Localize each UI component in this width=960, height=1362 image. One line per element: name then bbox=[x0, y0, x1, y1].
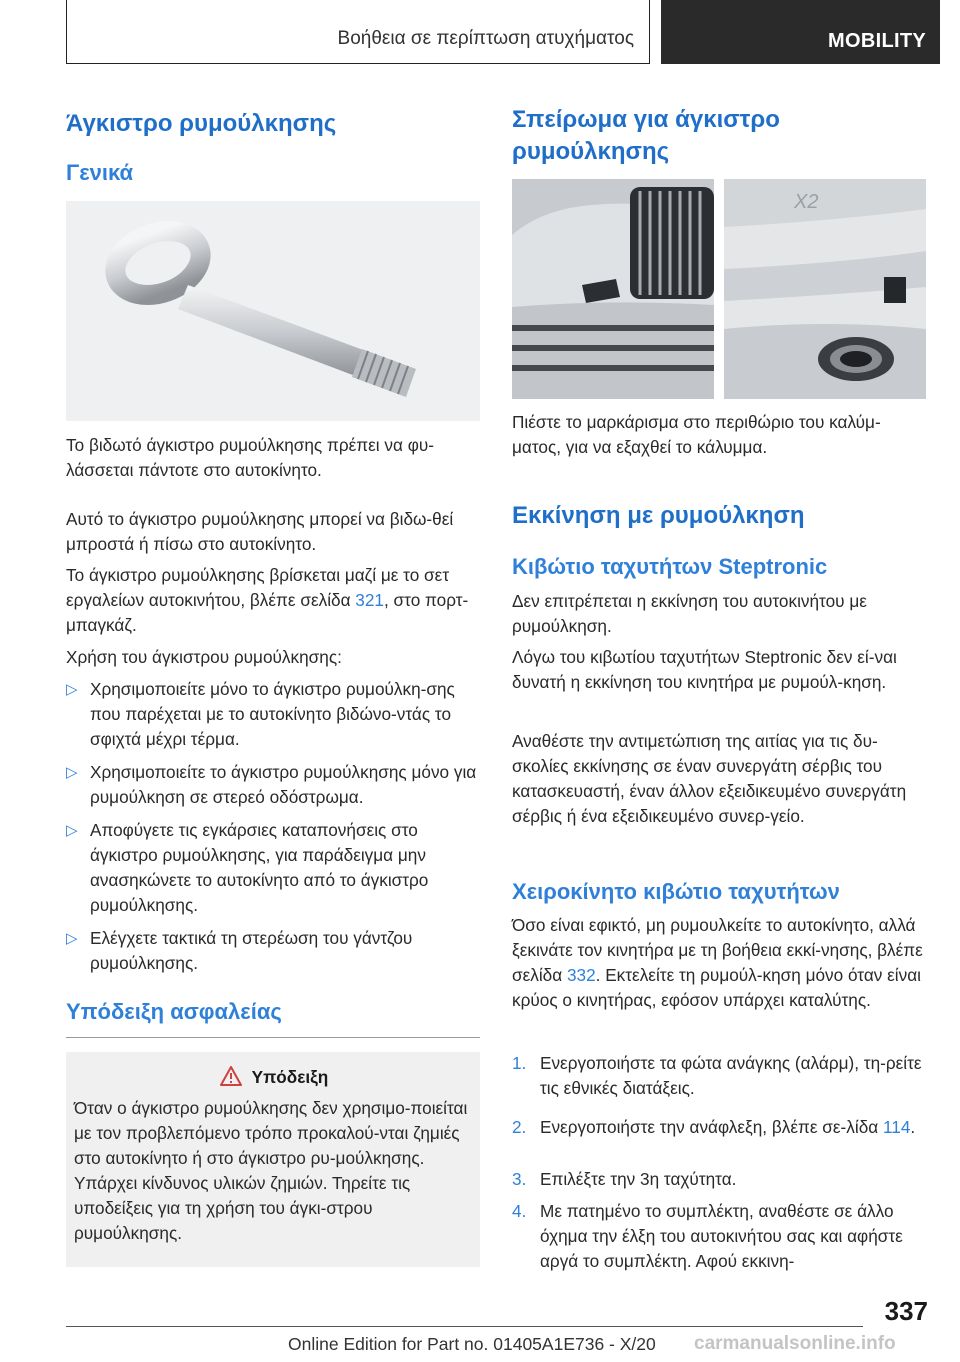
step-number: 3. bbox=[512, 1169, 527, 1189]
section-title: Βοήθεια σε περίπτωση ατυχήματος bbox=[337, 28, 634, 49]
paragraph-usage-intro: Χρήση του άγκιστρου ρυμούλκησης: bbox=[66, 647, 342, 667]
triangle-bullet-icon: ▷ bbox=[66, 930, 78, 947]
list-item: ▷ Ελέγχετε τακτικά τη στερέωση του γάντζου ρυμούλκησης. bbox=[66, 928, 413, 973]
page-link-114[interactable]: 114 bbox=[882, 1117, 911, 1137]
paragraph-manual: Όσο είναι εφικτό, μη ρυμουλκείτε το αυτοκίνητο, αλλά ξεκινάτε τον κινητήρα με τη βοήθεια εκκί-νησης, βλέπε σελίδα 332. Εκτελείτε τη ρυμούλ-κηση μόνο όταν είναι κρύος ο κινητήρας, εφόσον υπάρχει καταλύτης. bbox=[512, 915, 923, 1010]
safety-heading: Υπόδειξη ασφαλείας bbox=[66, 999, 282, 1024]
warning-box bbox=[66, 1052, 480, 1267]
list-item: 4. Με πατημένο το συμπλέκτη, αναθέστε σε άλλο όχημα την έλξη του αυτοκινήτου σας και αφήστε αργά το συμπλέκτη. Αφού εκκινη- bbox=[512, 1201, 903, 1271]
car-front-image bbox=[512, 179, 714, 399]
steptronic-heading: Κιβώτιο ταχυτήτων Steptronic bbox=[512, 554, 828, 579]
thread-heading: Σπείρωμα για άγκιστρο ρυμούλκησης bbox=[512, 106, 780, 166]
list-item: 1. Ενεργοποιήστε τα φώτα ανάγκης (αλάρμ), τη-ρείτε τις εθνικές διατάξεις. bbox=[512, 1053, 922, 1098]
list-item: 2. Ενεργοποιήστε την ανάφλεξη, βλέπε σε-λίδα 114. bbox=[512, 1115, 926, 1140]
paragraph-steptronic-2: Λόγω του κιβωτίου ταχυτήτων Steptronic δεν εί-ναι δυνατή η εκκίνηση του κινητήρα με ρυμούλ-κηση. bbox=[512, 647, 897, 692]
warning-text: Όταν ο άγκιστρο ρυμούλκησης δεν χρησιμο-ποιείται με τον προβλεπόμενο τρόπο προκαλού-νται ζημιές στο αυτοκίνητο ή στο άγκιστρο ρυ-μούλκησης. Υπάρχει κίνδυνος υλικών ζημιών. Τηρείτε τις υποδείξεις για τη χρήση του άγκι-στρου ρυμούλκησης. bbox=[74, 1098, 468, 1243]
paragraph-storage: Το βιδωτό άγκιστρο ρυμούλκησης πρέπει να φυ-λάσσεται πάντοτε στο αυτοκίνητο. bbox=[66, 435, 434, 480]
page-number: 337 bbox=[884, 1296, 928, 1326]
watermark-text: carmanualsonline.info bbox=[694, 1333, 896, 1354]
paragraph-steptronic-3: Αναθέστε την αντιμετώπιση της αιτίας για τις δυ-σκολίες εκκίνησης σε έναν συνεργάτη σέρβις του κατασκευαστή, έναν άλλον εξειδικευμένο συνεργάτη σέρβις ή ένα εξειδικευμένο συνερ-γείο. bbox=[512, 731, 907, 826]
tow-start-heading: Εκκίνηση με ρυμούλκηση bbox=[512, 502, 805, 529]
warning-title: Υπόδειξη bbox=[251, 1067, 329, 1087]
step-number: 1. bbox=[512, 1053, 527, 1073]
paragraph-thread: Πιέστε το μαρκάρισμα στο περιθώριο του καλύμ-ματος, για να εξαχθεί το κάλυμμα. bbox=[512, 412, 881, 457]
warning-header bbox=[74, 1066, 474, 1088]
step-number: 2. bbox=[512, 1117, 527, 1137]
manual-heading: Χειροκίνητο κιβώτιο ταχυτήτων bbox=[512, 879, 840, 904]
list-item: ▷ Χρησιμοποιείτε μόνο το άγκιστρο ρυμούλκη-σης που παρέχεται με το αυτοκίνητο βιδώνο-ντάς το σφιχτά μέχρι τέρμα. bbox=[66, 679, 455, 749]
footer-divider bbox=[66, 1326, 863, 1327]
page-link-332[interactable]: 332 bbox=[566, 965, 596, 985]
list-item: ▷ Αποφύγετε τις εγκάρσιες καταπονήσεις στο άγκιστρο ρυμούλκησης, για παράδειγμα μην ανασηκώνετε το αυτοκίνητο από το άγκιστρο ρυμούλκησης. bbox=[66, 820, 429, 915]
paragraph-mounting: Αυτό το άγκιστρο ρυμούλκησης μπορεί να βιδω-θεί μπροστά ή πίσω στο αυτοκίνητο. bbox=[66, 509, 454, 554]
paragraph-location: Το άγκιστρο ρυμούλκησης βρίσκεται μαζί με το σετ εργαλείων αυτοκινήτου, βλέπε σελίδα 321, στο πορτ-μπαγκάζ. bbox=[66, 565, 469, 635]
page-link-321[interactable]: 321 bbox=[355, 590, 384, 610]
edition-text: Online Edition for Part no. 01405A1E736 - X/20 bbox=[288, 1334, 656, 1354]
warning-triangle-icon bbox=[220, 1066, 242, 1086]
triangle-bullet-icon: ▷ bbox=[66, 822, 78, 839]
chapter-tab[interactable]: MOBILITY bbox=[661, 0, 940, 64]
list-item: ▷ Χρησιμοποιείτε το άγκιστρο ρυμούλκησης μόνο για ρυμούλκηση σε στερεό οδόστρωμα. bbox=[66, 762, 477, 807]
triangle-bullet-icon: ▷ bbox=[66, 681, 78, 698]
paragraph-steptronic-1: Δεν επιτρέπεται η εκκίνηση του αυτοκινήτου με ρυμούλκηση. bbox=[512, 591, 867, 636]
step-number: 4. bbox=[512, 1201, 527, 1221]
car-badge: X2 bbox=[794, 191, 819, 213]
triangle-bullet-icon: ▷ bbox=[66, 764, 78, 781]
list-item: 3. Επιλέξτε την 3η ταχύτητα. bbox=[512, 1167, 926, 1192]
page-title: Άγκιστρο ρυμούλκησης bbox=[66, 110, 337, 137]
tow-hook-image bbox=[66, 201, 480, 421]
subtitle-general: Γενικά bbox=[66, 160, 134, 185]
car-rear-image bbox=[724, 179, 926, 399]
divider bbox=[66, 1037, 480, 1038]
